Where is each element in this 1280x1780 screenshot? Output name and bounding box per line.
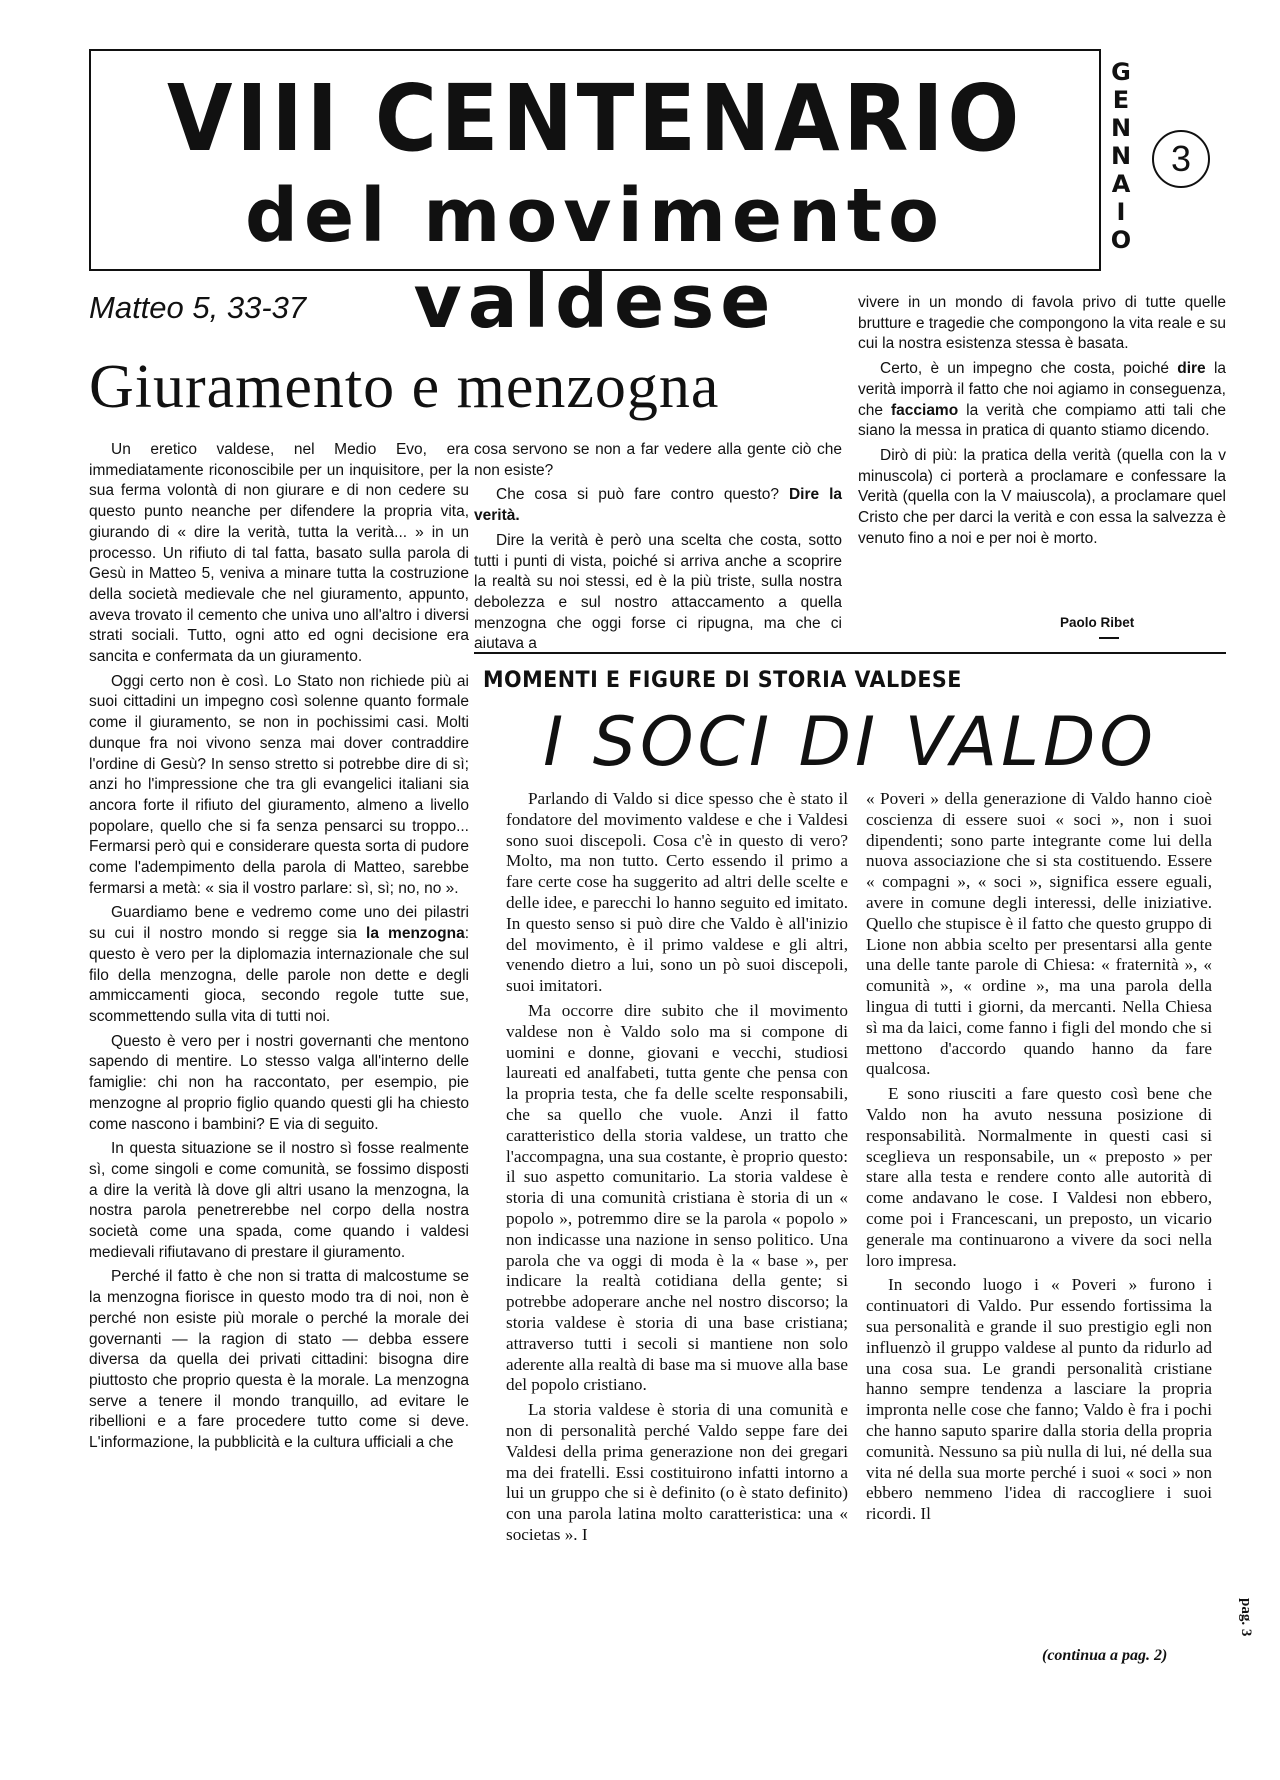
emphasis-text: la menzogna <box>366 925 465 943</box>
month-letter: G <box>1111 58 1131 86</box>
emphasis-text: facciamo <box>890 401 959 419</box>
paragraph: Perché il fatto è che non si tratta di malcostume se la menzogna fiorisce in questo modo tra di noi, non è perché non esiste più morale o perché la morale dei governanti — la ragion di stato — debba essere diversa da quella dei privati cittadini: bisogna dire piuttosto che proprio questa è la morale. La menzogna serve a tenere il mondo tranquillo, ad evitare le ribellioni e a fare procedere tutto come si deve. L'informazione, la pubblicità e la cultura ufficiali a che <box>89 1268 469 1452</box>
article2-title: I SOCI DI VALDO <box>543 703 1157 782</box>
continued-note: (continua a pag. 2) <box>1042 1647 1168 1664</box>
masthead-title-line1: VIII CENTENARIO <box>167 65 1023 172</box>
author-underline <box>1099 637 1119 639</box>
paragraph: « Poveri » della generazione di Valdo hanno cioè coscienza di essere suoi « soci », non i suoi dipendenti; sono parte integrante come lui della nuova associazione che si sta costituendo. Essere « compagni », « soci », significa essere eguali, avere in comune degli interessi, delle iniziative. Quello che stupisce è il fatto che questo gruppo di Lione non abbia scelto per presentarsi alla gente una delle tante parole di Chiesa: « fraternità », « comunità », « ordine », ma una parola della lingua di tutti i giorni, da mercanti. Nella Chiesa sì ma da laici, come fanno i figli del mondo che si mettono d'accordo quando hanno da fare qualcosa. <box>866 789 1212 1079</box>
paragraph <box>858 359 1226 442</box>
page-number: pag. 3 <box>1238 1598 1254 1637</box>
paragraph <box>474 485 842 526</box>
paragraph-text: la verità imporrà il fatto che noi agiamo in conseguenza, che <box>858 360 1227 419</box>
paragraph: In secondo luogo i « Poveri » furono i continuatori di Valdo. Pur essendo fortissima la sua personalità e grande il suo prestigio egli non influenzò il gruppo valdese al punto da ridurlo ad una cosa sua. Le grandi personalità cristiane hanno sempre tendenza a lasciare la propria impronta nelle cose che fanno; Valdo è fra i pochi che hanno saputo sparire dalla storia della propria comunità. Nessuno sa più nulla di lui, né della sua vita né della sua morte perché i suoi « soci » non ebbero nemmeno l'idea di raccogliere i suoi ricordi. Il <box>866 1275 1212 1524</box>
paragraph <box>89 903 469 1027</box>
article2-column-2 <box>866 789 1212 1529</box>
paragraph: E sono riusciti a fare questo così bene che Valdo non ha avuto nessuna posizione di responsabilità. Normalmente in questi casi si sceglieva un responsabile, un « preposto » per stare alla testa e rendere conto alle autorità di come andavano le cose. I Valdesi non ebbero, come poi i Francescani, un preposto, un vicario generale ma continuarono a vivere da soci nella loro impresa. <box>866 1084 1212 1270</box>
paragraph: cosa servono se non a far vedere alla gente ciò che non esiste? <box>474 441 842 479</box>
emphasis-text: Dire la verità. <box>474 486 842 525</box>
paragraph: Parlando di Valdo si dice spesso che è stato il fondatore del movimento valdese e che i Valdesi sono suoi discepoli. Cosa c'è in questo di vero? Molto, ma non tutto. Certo essendo il primo a fare certe cose ha suggerito ad altri delle scelte e delle idee, e parecchi lo hanno seguito ed imitato. In questo senso si può dire che Valdo è all'inizio del movimento, è il primo valdese e gli altri, venendo dietro a lui, sono un pò suoi discepoli, suoi imitatori. <box>506 789 848 996</box>
issue-number-badge: 3 <box>1152 130 1210 188</box>
paragraph: Ma occorre dire subito che il movimento valdese non è Valdo solo ma si compone di uomini e donne, giovani e vecchi, studiosi laureati ed analfabeti, tutta gente che pensa con la propria testa, che fa delle scelte responsabili, che sa quello che vuole. Anzi il fatto caratteristico della storia valdese, un tratto che l'accompagna, una sua costante, è proprio questo: il suo aspetto comunitario. La storia valdese è storia di una comunità cristiana è storia di un « popolo », potremmo dire se la parola « popolo » non indicasse una nazione in senso politico. Una parola che va oggi di moda è la « base », per indicare la realtà cotidiana della gente; si potrebbe adoperare anche nel nostro discorso; la storia valdese è storia di una base cristiana; attraverso tutti i secoli si mantiene non solo aderente alla realtà di base ma si muove alla base del popolo cristiano. <box>506 1000 848 1395</box>
paragraph-text: Che cosa si può fare contro questo? <box>496 486 779 504</box>
paragraph: Dire la verità è però una scelta che costa, sotto tutti i punti di vista, poiché si arriva anche a scoprire la realtà su noi stessi, ed è la più triste, sulla nostra debolezza e sul nostro attaccamento a quella menzogna che oggi forse ci ripugna, ma che ci aiutava a <box>474 531 842 653</box>
month-letter: O <box>1110 226 1132 254</box>
article1-column-2 <box>474 440 842 659</box>
paragraph: Questo è vero per i nostri governanti che mentono sapendo di mentire. Lo stesso valga all'interno delle famiglie: chi non ha raccontato, per esempio, pie menzogne al proprio figlio quando questi gli ha chiesto come nascono i bambini? E via di seguito. <box>89 1032 469 1133</box>
month-vertical <box>1106 58 1136 254</box>
section-divider <box>474 652 1226 654</box>
section-title: MOMENTI E FIGURE DI STORIA VALDESE <box>483 668 962 693</box>
masthead-title-line2: del movimento valdese <box>244 173 946 345</box>
paragraph: La storia valdese è storia di una comunità e non di personalità perché Valdo seppe fare dei Valdesi della prima generazione non dei gregari ma dei fratelli. Essi costituirono infatti intorno a lui un gruppo che si è definito (o è stato definito) con una parola latina molto caratteristica: una « societas ». I <box>506 1400 848 1544</box>
month-letter: N <box>1110 114 1132 142</box>
paragraph-text: Certo, è un impegno che costa, poiché <box>880 360 1169 378</box>
bible-reference: Matteo 5, 33-37 <box>89 290 307 325</box>
month-letter: N <box>1110 142 1132 170</box>
author-signature: Paolo Ribet <box>1060 615 1135 630</box>
paragraph: vivere in un mondo di favola privo di tutte quelle brutture e tragedie che compongono la vita reale e su cui la nostra esistenza stessa è basata. <box>858 294 1226 353</box>
paragraph: Oggi certo non è così. Lo Stato non richiede più ai suoi cittadini un impegno così solenne quanto formale come il giuramento, se non in pochissimi casi. Molti dunque fra noi vivono senza mai dover contraddire l'ordine di Gesù? In senso stretto si potrebbe dire di sì; anzi ho l'impressione che tra gli evangelici italiani sia ancora forte il rifiuto del giuramento, almeno a livello popolare, quello che si fa senza pensarci su troppo... Fermarsi però qui e considerare questa sorta di pudore come l'adempimento della parola di Matteo, sarebbe fermarsi a metà: « sia il vostro parlare: sì, sì; no, no ». <box>89 672 469 897</box>
paragraph: Un eretico valdese, nel Medio Evo, era immediatamente riconoscibile per un inquisitore, per la sua ferma volontà di non giurare e di non cedere su questo punto neanche per difendere la propria vita, giurando di « dire la verità, tutta la verità... » in un processo. Un rifiuto di tal fatta, basato sulla parola di Gesù in Matteo 5, veniva a minare tutta la costruzione della società medievale che nel giuramento, appunto, aveva trovato il cemento che univa uno all'altro i diversi strati sociali. Tutto, ogni atto ed ogni decisione era sancita e confermata da un giuramento. <box>89 441 469 666</box>
article1-column-1 <box>89 440 469 1458</box>
month-letter: E <box>1112 86 1130 114</box>
paragraph-text: la verità che compiamo atti tali che siano la messa in pratica di quanto stiamo dicendo. <box>858 401 1226 440</box>
emphasis-text: dire <box>1177 360 1206 378</box>
paragraph: In questa situazione se il nostro sì fosse realmente sì, come singoli e come comunità, se fossimo disposti a dire la verità là dove gli altri usano la menzogna, la nostra parola penetrerebbe nel corpo della nostra società come una spada, come quando i valdesi medievali rifiutavano di prestare il giuramento. <box>89 1140 469 1261</box>
paragraph-text: : questo è vero per la diplomazia internazionale che sul filo della menzogna, delle parole non dette e degli ammiccamenti gioca, secondo regole tutte sue, scommettendo sulla vita di tutti noi. <box>89 925 469 1025</box>
article2-column-1 <box>506 789 848 1550</box>
month-letter: A <box>1111 170 1131 198</box>
paragraph: Dirò di più: la pratica della verità (quella con la v minuscola) ci porterà a proclamare e confessare la Verità (quella con la V maiuscola), a proclamare quel Cristo che per darci la verità e con essa la salvezza è venuto fino a noi e per noi è morto. <box>858 446 1226 547</box>
article1-column-3 <box>858 293 1226 553</box>
month-letter: I <box>1116 198 1126 226</box>
paragraph-text: Guardiamo bene e vedremo come uno dei pilastri su cui il nostro mondo si regge sia <box>89 904 469 943</box>
article1-title: Giuramento e menzogna <box>89 353 720 421</box>
